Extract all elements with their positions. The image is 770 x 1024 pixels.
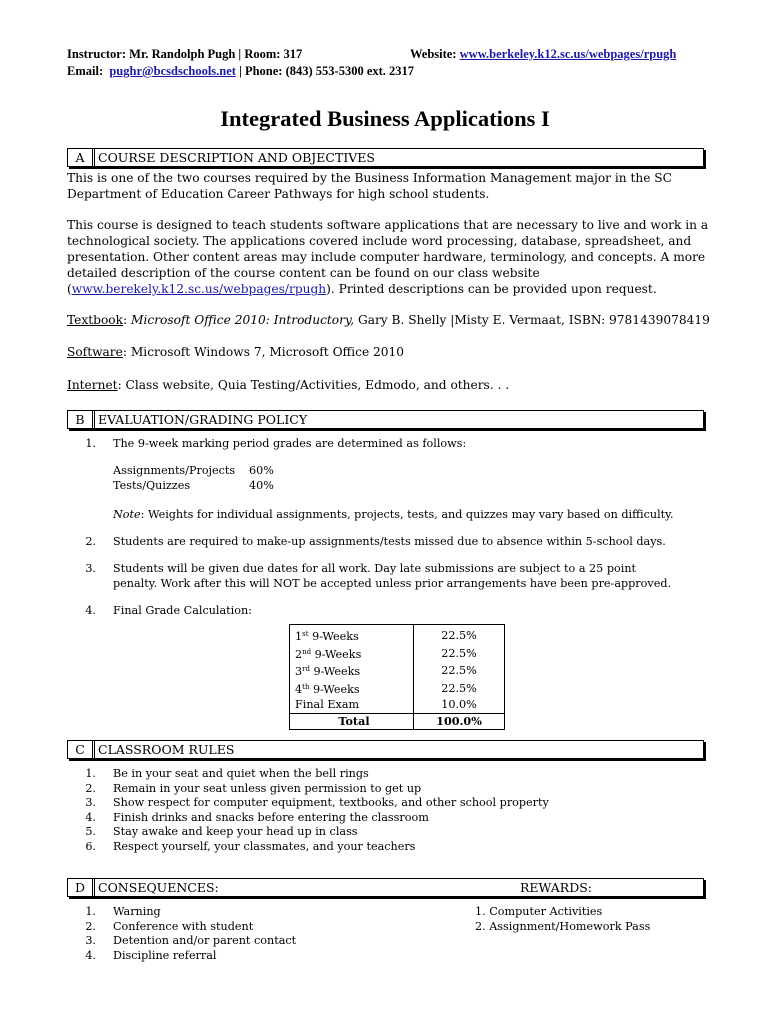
software-text: : Microsoft Windows 7, Microsoft Office 2010 <box>122 345 405 359</box>
list-item: 4. Finish drinks and snacks before entering the classroom <box>85 810 429 824</box>
period-weight: 10.0% <box>414 697 505 713</box>
weights-note <box>113 508 674 523</box>
weight-value: 40% <box>249 479 274 492</box>
period-weight: 22.5% <box>414 645 505 663</box>
weight-label: Tests/Quizzes <box>113 479 191 492</box>
list-item: 1. Computer Activities <box>475 905 603 918</box>
note-label: Note <box>113 508 141 521</box>
list-item: 3. Detention and/or parent contact <box>85 934 297 947</box>
email-link[interactable]: pughr@bcsdschools.net <box>109 64 236 78</box>
internet-label: Internet <box>67 378 118 392</box>
weight-row <box>113 464 235 479</box>
section-d-header <box>67 878 704 897</box>
textbook-label: Textbook <box>67 313 124 327</box>
table-row <box>290 697 505 713</box>
item-text: The 9-week marking period grades are determined as follows: <box>113 437 467 450</box>
rewards-list <box>475 905 705 934</box>
phone-text: | Phone: (843) 553-5300 ext. 2317 <box>239 64 415 78</box>
rules-list <box>76 767 676 854</box>
list-item: 3. Show respect for computer equipment, textbooks, and other school property <box>85 796 549 809</box>
list-item: 2. Assignment/Homework Pass <box>475 919 651 933</box>
instructor-line: Instructor: Mr. Randolph Pugh | Room: 317 <box>67 47 303 61</box>
table-row <box>290 645 505 663</box>
list-item: 1. Warning <box>85 905 161 918</box>
software-line <box>67 344 727 360</box>
note-text: : Weights for individual assignments, projects, tests, and quizzes may vary based on difficulty. <box>140 508 674 521</box>
period-weight: 22.5% <box>414 680 505 698</box>
period-weight: 22.5% <box>414 625 505 645</box>
textbook-details: Gary B. Shelly |Misty E. Vermaat, ISBN: 9781439078419 <box>354 313 710 327</box>
rewards-title: REWARDS: <box>520 880 592 895</box>
period-label: 1st 9-Weeks <box>290 625 414 645</box>
table-row <box>290 680 505 698</box>
internet-line <box>67 377 727 393</box>
total-value: 100.0% <box>414 713 505 730</box>
weight-label: Assignments/Projects <box>113 464 236 477</box>
section-letter: C <box>68 741 95 758</box>
textbook-title: Microsoft Office 2010: Introductory, <box>131 313 355 327</box>
item-number: 3. <box>85 562 96 575</box>
section-a-header <box>67 148 704 167</box>
item-number: 1. <box>85 437 96 450</box>
section-title: COURSE DESCRIPTION AND OBJECTIVES <box>98 150 375 165</box>
table-row <box>290 662 505 680</box>
item-text: Final Grade Calculation: <box>113 604 252 617</box>
document-title: Integrated Business Applications I <box>220 106 550 131</box>
section-b-header <box>67 410 704 429</box>
course-overview <box>67 217 727 297</box>
section-title: CONSEQUENCES: <box>98 880 219 895</box>
website-label: Website: <box>410 47 457 61</box>
section-title: CLASSROOM RULES <box>98 742 235 757</box>
section-letter: B <box>68 411 95 428</box>
table-row <box>290 625 505 645</box>
total-label: Total <box>290 713 414 730</box>
period-label: 4th 9-Weeks <box>290 680 414 698</box>
class-website-link[interactable]: www.berekely.k12.sc.us/webpages/rpugh <box>71 282 327 296</box>
website-link[interactable]: www.berkeley.k12.sc.us/webpages/rpugh <box>459 47 677 61</box>
final-grade-table <box>289 624 505 730</box>
section-title: EVALUATION/GRADING POLICY <box>98 412 308 427</box>
overview-text: This course is designed to teach students software applications that are necessary to live and work in a technological society. The applications covered include word processing, database, spreadsheet, and presentation. Other content areas may include computer hardware, terminology, and concepts. A more detailed description of the course content can be found on our class website ( <box>67 218 709 296</box>
table-total-row <box>290 713 505 730</box>
period-weight: 22.5% <box>414 662 505 680</box>
list-item: 4. Discipline referral <box>85 948 217 962</box>
email-label: Email: <box>67 64 104 78</box>
section-letter: D <box>68 879 95 896</box>
textbook-line: Textbook: Microsoft Office 2010: Introductory, Gary B. Shelly |Misty E. Vermaat, ISBN: 9781439078419 <box>67 313 710 327</box>
period-label: 3rd 9-Weeks <box>290 662 414 680</box>
list-item: 5. Stay awake and keep your head up in class <box>85 825 358 838</box>
website-line <box>410 47 676 62</box>
item-text: Students are required to make-up assignments/tests missed due to absence within 5-school days. <box>113 535 666 548</box>
weight-value: 60% <box>249 464 274 477</box>
list-item: 1. Be in your seat and quiet when the bell rings <box>85 767 369 780</box>
item-number: 2. <box>85 535 96 548</box>
software-label: Software <box>67 345 123 359</box>
weight-row <box>113 479 190 494</box>
item-text: Students will be given due dates for all work. Day late submissions are subject to a 25 point penalty. Work after this will NOT be accepted unless prior arrangements have been pre-approved. <box>113 562 672 590</box>
overview-text-end: ). Printed descriptions can be provided upon request. <box>326 282 657 296</box>
consequences-list <box>76 905 376 963</box>
contact-line <box>67 64 414 79</box>
internet-text: : Class website, Quia Testing/Activities, Edmodo, and others. . . <box>117 378 510 392</box>
section-c-header <box>67 740 704 759</box>
section-letter: A <box>68 149 95 166</box>
list-item: 2. Conference with student <box>85 919 254 933</box>
list-item: 2. Remain in your seat unless given permission to get up <box>85 781 422 795</box>
list-item: 6. Respect yourself, your classmates, and your teachers <box>85 839 416 853</box>
period-label: Final Exam <box>290 697 414 713</box>
course-description: This is one of the two courses required by the Business Information Management major in the SC Department of Education Career Pathways for high school students. <box>67 171 672 201</box>
period-label: 2nd 9-Weeks <box>290 645 414 663</box>
item-number: 4. <box>85 604 96 617</box>
